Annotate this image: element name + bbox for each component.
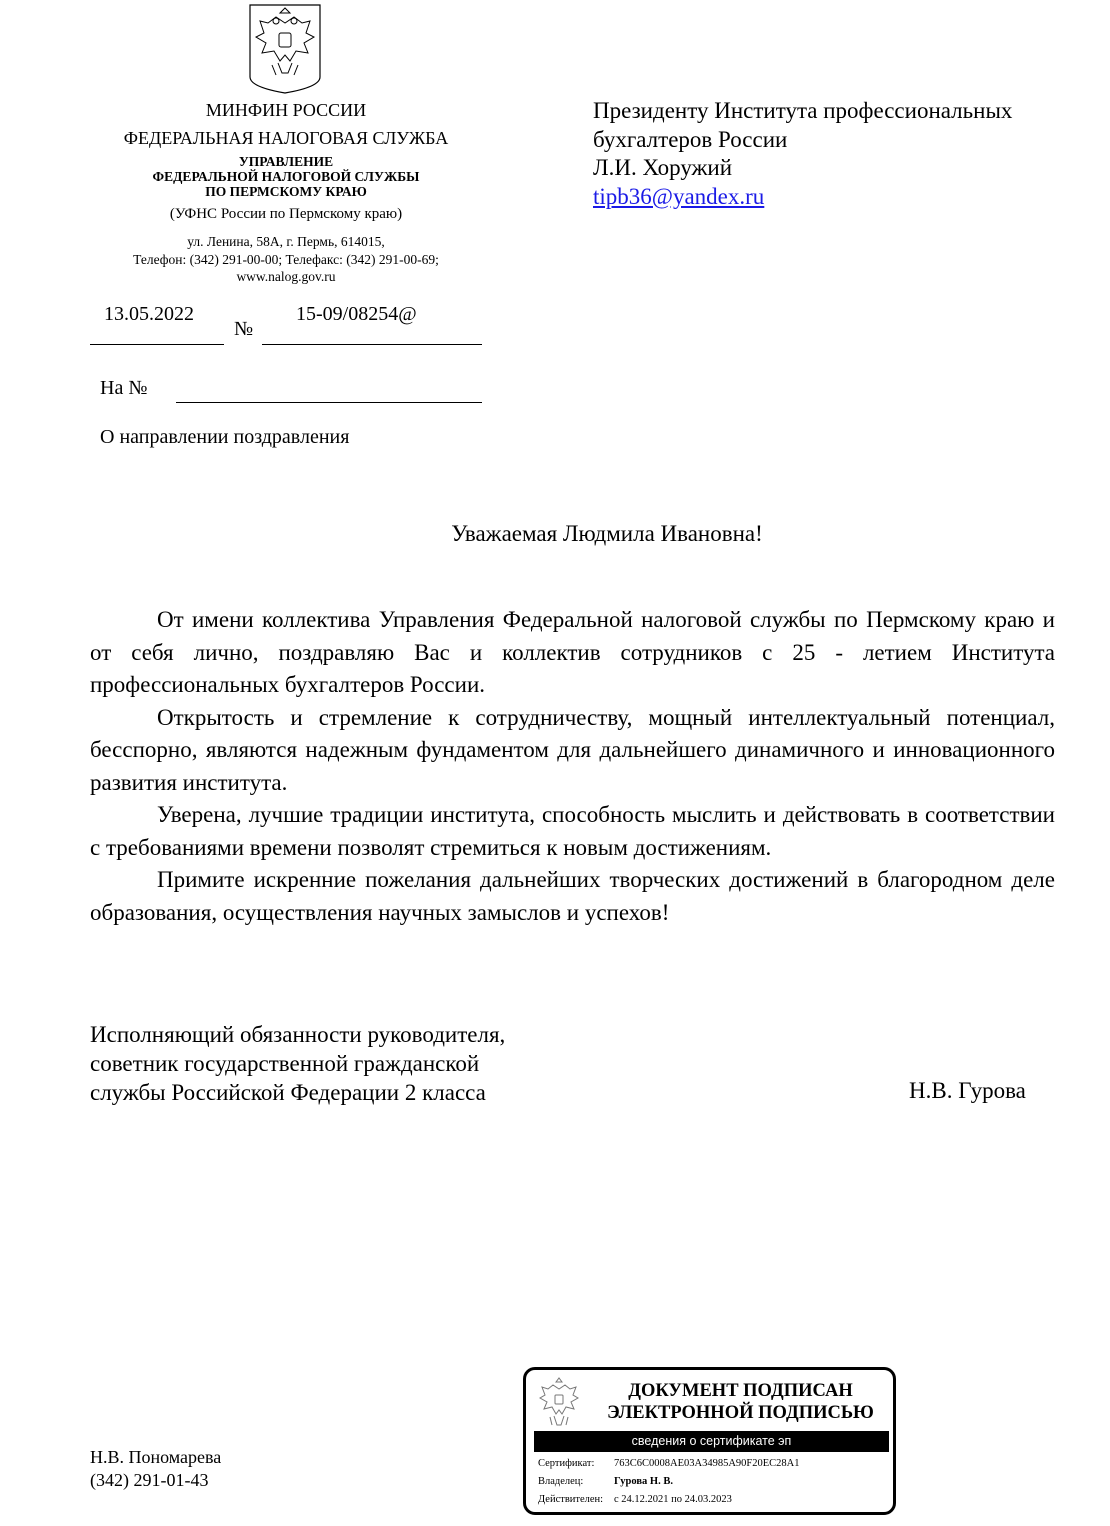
number-underline xyxy=(262,344,482,345)
stamp-title-line: ЭЛЕКТРОННОЙ ПОДПИСЬЮ xyxy=(607,1403,874,1423)
document-number: 15-09/08254@ xyxy=(296,303,417,325)
signatory-position-line: советник государственной гражданской xyxy=(90,1051,480,1076)
validity-label: Действителен: xyxy=(538,1494,604,1505)
addressee-line: Президенту Института профессиональных xyxy=(593,98,1013,123)
executor xyxy=(90,1446,221,1492)
date-underline xyxy=(90,344,224,345)
signatory-position-line: службы Российской Федерации 2 класса xyxy=(90,1080,486,1105)
addressee-line: бухгалтеров России xyxy=(593,126,788,152)
signatory-name: Н.В. Гурова xyxy=(909,1078,1026,1103)
greeting: Уважаемая Людмила Ивановна! xyxy=(451,521,763,546)
certificate-row xyxy=(538,1458,800,1469)
letter-body xyxy=(90,604,1055,929)
coat-of-arms-icon xyxy=(246,3,324,95)
signatory-position xyxy=(90,1020,505,1107)
reference-underline xyxy=(176,402,482,403)
body-paragraph: Открытость и стремление к сотрудничеству, мощный интеллектуальный потенциал, бесспорно, являются надежным фундаментом для дальнейшего динамичного и инновационного развития института. xyxy=(90,704,1055,795)
document-date: 13.05.2022 xyxy=(104,303,194,325)
signatory-position-line: Исполняющий обязанности руководителя, xyxy=(90,1022,506,1047)
body-paragraph: Уверена, лучшие традиции института, способность мыслить и действовать в соответствии с требованиями времени позволят стремиться к новым достижениям. xyxy=(90,802,1055,860)
letterhead-department-line: ПО ПЕРМСКОМУ КРАЮ xyxy=(205,184,367,199)
addressee-email-link[interactable]: tipb36@yandex.ru xyxy=(593,183,765,209)
owner-label: Владелец: xyxy=(538,1476,584,1487)
certificate-info-bar: сведения о сертификате эп xyxy=(534,1431,889,1452)
body-paragraph: От имени коллектива Управления Федеральной налоговой службы по Пермскому краю и от себя лично, поздравляю Вас и коллектив сотрудников с 25 - летием Института профессиональных бухгалтеров России. xyxy=(90,607,1055,697)
number-sign: № xyxy=(234,318,254,340)
owner-row xyxy=(538,1476,673,1487)
validity-value: с 24.12.2021 по 24.03.2023 xyxy=(614,1494,732,1505)
letterhead-service: ФЕДЕРАЛЬНАЯ НАЛОГОВАЯ СЛУЖБА xyxy=(123,128,449,148)
letterhead-ministry: МИНФИН РОССИИ xyxy=(205,100,367,120)
stamp-title xyxy=(588,1380,893,1424)
stamp-title-line: ДОКУМЕНТ ПОДПИСАН xyxy=(628,1381,853,1401)
electronic-signature-stamp xyxy=(523,1367,896,1515)
body-paragraph: Примите искренние пожелания дальнейших творческих достижений в благородном деле образования, осуществления научных замыслов и успехов! xyxy=(90,867,1055,925)
addressee xyxy=(593,97,1012,211)
validity-row xyxy=(538,1494,732,1505)
addressee-line: Л.И. Хоружий xyxy=(593,155,733,180)
letterhead-short-name: (УФНС России по Пермскому краю) xyxy=(169,206,403,222)
letterhead-address-line: www.nalog.gov.ru xyxy=(236,269,336,284)
letterhead-department-line: УПРАВЛЕНИЕ xyxy=(238,154,334,169)
letterhead-address xyxy=(88,233,484,286)
executor-phone: (342) 291-01-43 xyxy=(90,1470,209,1490)
letterhead-address-line: Телефон: (342) 291-00-00; Телефакс: (342) 291-00-69; xyxy=(133,251,439,267)
executor-name: Н.В. Пономарева xyxy=(90,1447,222,1467)
letterhead-department-line: ФЕДЕРАЛЬНОЙ НАЛОГОВОЙ СЛУЖБЫ xyxy=(152,169,420,184)
letterhead-address-line: ул. Ленина, 58А, г. Пермь, 614015, xyxy=(187,234,385,249)
reference-label: На № xyxy=(100,377,148,399)
coat-of-arms-icon xyxy=(534,1375,584,1435)
certificate-value: 763C6C0008AE03A34985A90F20EC28A1 xyxy=(614,1458,800,1469)
owner-value: Гурова Н. В. xyxy=(614,1476,673,1487)
document-subject: О направлении поздравления xyxy=(100,426,350,448)
certificate-label: Сертификат: xyxy=(538,1458,595,1469)
letterhead-department xyxy=(88,154,484,199)
